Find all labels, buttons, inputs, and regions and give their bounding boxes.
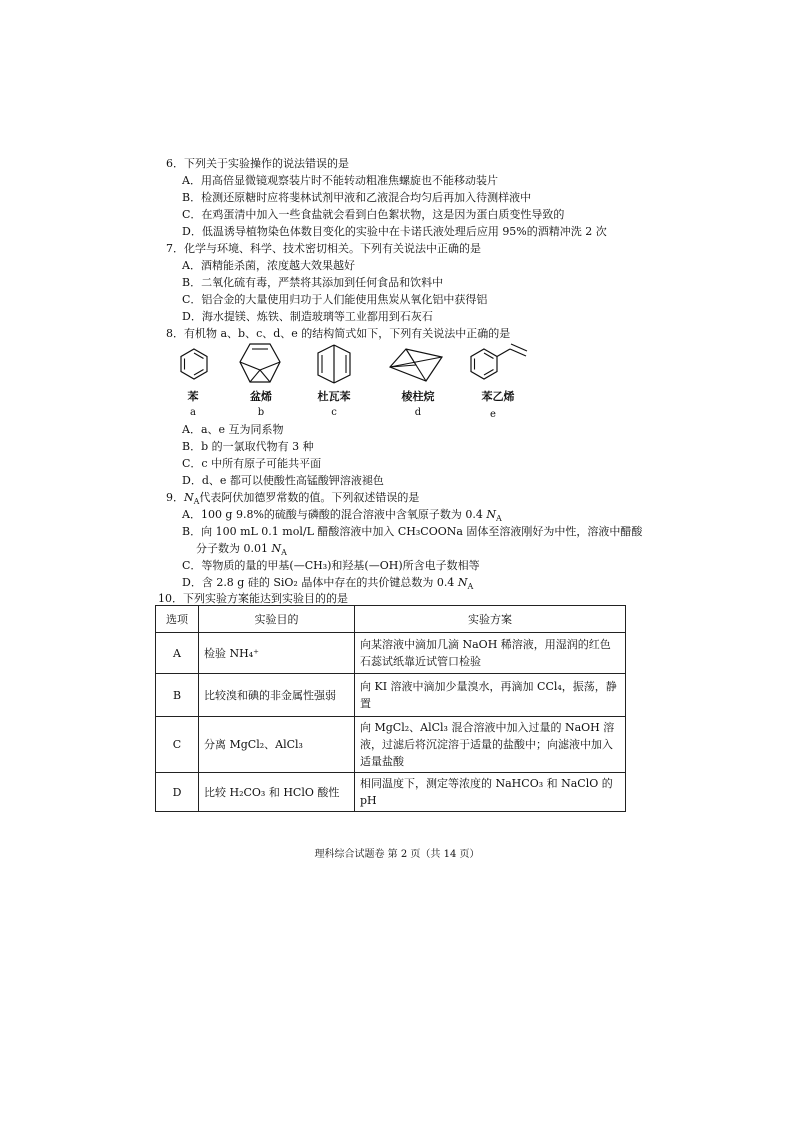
q6-option-c: C．在鸡蛋清中加入一些食盐就会看到白色絮状物，这是因为蛋白质变性导致的: [182, 208, 565, 221]
molecule-c-name: 杜瓦苯: [317, 390, 351, 403]
q9-option-b-cont-text: 分子数为 0.01: [196, 542, 268, 555]
row-plan: 向 MgCl₂、AlCl₃ 混合溶液中加入过量的 NaOH 溶液，过滤后将沉淀溶于适量的盐酸中；向滤液中加入适量盐酸: [355, 717, 626, 773]
q9-option-b-cont: 分子数为 0.01 $N_A$: [196, 542, 287, 558]
molecule-b-letter: b: [257, 407, 265, 418]
q10-stem: 10．下列实验方案能达到实验目的的是: [158, 592, 348, 605]
q9-stem-text: 代表阿伏加德罗常数的值。下列叙述错误的是: [199, 491, 420, 504]
q9-option-a-text: A．100 g 9.8%的硫酸与磷酸的混合溶液中含氧原子数为 0.4: [182, 508, 483, 521]
benzene-structure: [176, 346, 212, 382]
q7-option-a: A．酒精能杀菌，浓度越大效果越好: [182, 259, 355, 272]
prismane-structure: [386, 341, 446, 387]
header-option: 选项: [156, 606, 199, 633]
table-row: [156, 674, 626, 717]
q6-stem: 6．下列关于实验操作的说法错误的是: [166, 157, 349, 170]
dewar-benzene-structure: [312, 341, 356, 387]
benzvalene-structure: [236, 340, 284, 388]
row-option: B: [156, 674, 199, 717]
header-plan: 实验方案: [355, 606, 626, 633]
q9-option-b: B．向 100 mL 0.1 mol/L 醋酸溶液中加入 CH₃COONa 固体至溶液刚好为中性，溶液中醋酸: [182, 525, 643, 538]
table-row: [156, 773, 626, 812]
q7-option-c: C．铝合金的大量使用归功于人们能使用焦炭从氧化铝中获得铝: [182, 293, 488, 306]
q9-stem: 9．$N_A$代表阿伏加德罗常数的值。下列叙述错误的是: [166, 491, 420, 507]
q6-option-d: D．低温诱导植物染色体数目变化的实验中在卡诺氏液处理后应用 95%的酒精冲洗 2 次: [182, 225, 607, 238]
q8-option-b: B．b 的一氯取代物有 3 种: [182, 440, 314, 453]
molecule-d-name: 棱柱烷: [401, 390, 435, 403]
molecule-b-name: 盆烯: [250, 390, 272, 403]
page-footer: 理科综合试题卷 第 2 页（共 14 页）: [314, 849, 480, 860]
row-plan: 向某溶液中滴加几滴 NaOH 稀溶液，用湿润的红色石蕊试纸靠近试管口检验: [355, 633, 626, 674]
experiment-table: [155, 605, 626, 812]
q9-option-d: D．含 2.8 g 硅的 SiO₂ 晶体中存在的共价键总数为 0.4 $N_A$: [182, 576, 474, 592]
table-row: [156, 633, 626, 674]
row-aim: 分离 MgCl₂、AlCl₃: [199, 717, 355, 773]
q7-option-d: D．海水提镁、炼铁、制造玻璃等工业都用到石灰石: [182, 310, 433, 323]
molecule-e-letter: e: [490, 409, 496, 420]
q8-option-c: C．c 中所有原子可能共平面: [182, 457, 322, 470]
row-option: C: [156, 717, 199, 773]
table-header-row: [156, 606, 626, 633]
table-row: [156, 717, 626, 773]
q9-option-d-text: D．含 2.8 g 硅的 SiO₂ 晶体中存在的共价键总数为 0.4: [182, 576, 455, 589]
q6-option-b: B．检测还原糖时应将斐林试剂甲液和乙液混合均匀后再加入待测样液中: [182, 191, 532, 204]
molecule-d-letter: d: [414, 407, 422, 418]
styrene-structure: [466, 340, 536, 384]
row-option: A: [156, 633, 199, 674]
q8-stem: 8．有机物 a、b、c、d、e 的结构简式如下，下列有关说法中正确的是: [166, 327, 511, 340]
row-aim: 比较 H₂CO₃ 和 HClO 酸性: [199, 773, 355, 812]
q6-option-a: A．用高倍显微镜观察装片时不能转动粗准焦螺旋也不能移动装片: [182, 174, 498, 187]
q8-option-d: D．d、e 都可以使酸性高锰酸钾溶液褪色: [182, 474, 384, 487]
q7-stem: 7．化学与环境、科学、技术密切相关。下列有关说法中正确的是: [166, 242, 481, 255]
molecule-c-letter: c: [331, 407, 337, 418]
row-aim: 比较溴和碘的非金属性强弱: [199, 674, 355, 717]
molecule-e-name: 苯乙烯: [481, 390, 515, 403]
molecule-a-name: 苯: [187, 390, 199, 403]
q9-option-c: C．等物质的量的甲基(—CH₃)和羟基(—OH)所含电子数相等: [182, 559, 480, 572]
row-plan: 相同温度下，测定等浓度的 NaHCO₃ 和 NaClO 的 pH: [355, 773, 626, 812]
molecule-a-letter: a: [190, 407, 196, 418]
row-plan: 向 KI 溶液中滴加少量溴水，再滴加 CCl₄，振荡，静置: [355, 674, 626, 717]
q8-option-a: A．a、e 互为同系物: [182, 423, 284, 436]
q7-option-b: B．二氧化硫有毒，严禁将其添加到任何食品和饮料中: [182, 276, 444, 289]
row-option: D: [156, 773, 199, 812]
row-aim: 检验 NH₄⁺: [199, 633, 355, 674]
header-aim: 实验目的: [199, 606, 355, 633]
q9-option-a: A．100 g 9.8%的硫酸与磷酸的混合溶液中含氧原子数为 0.4 $N_A$: [182, 508, 502, 524]
